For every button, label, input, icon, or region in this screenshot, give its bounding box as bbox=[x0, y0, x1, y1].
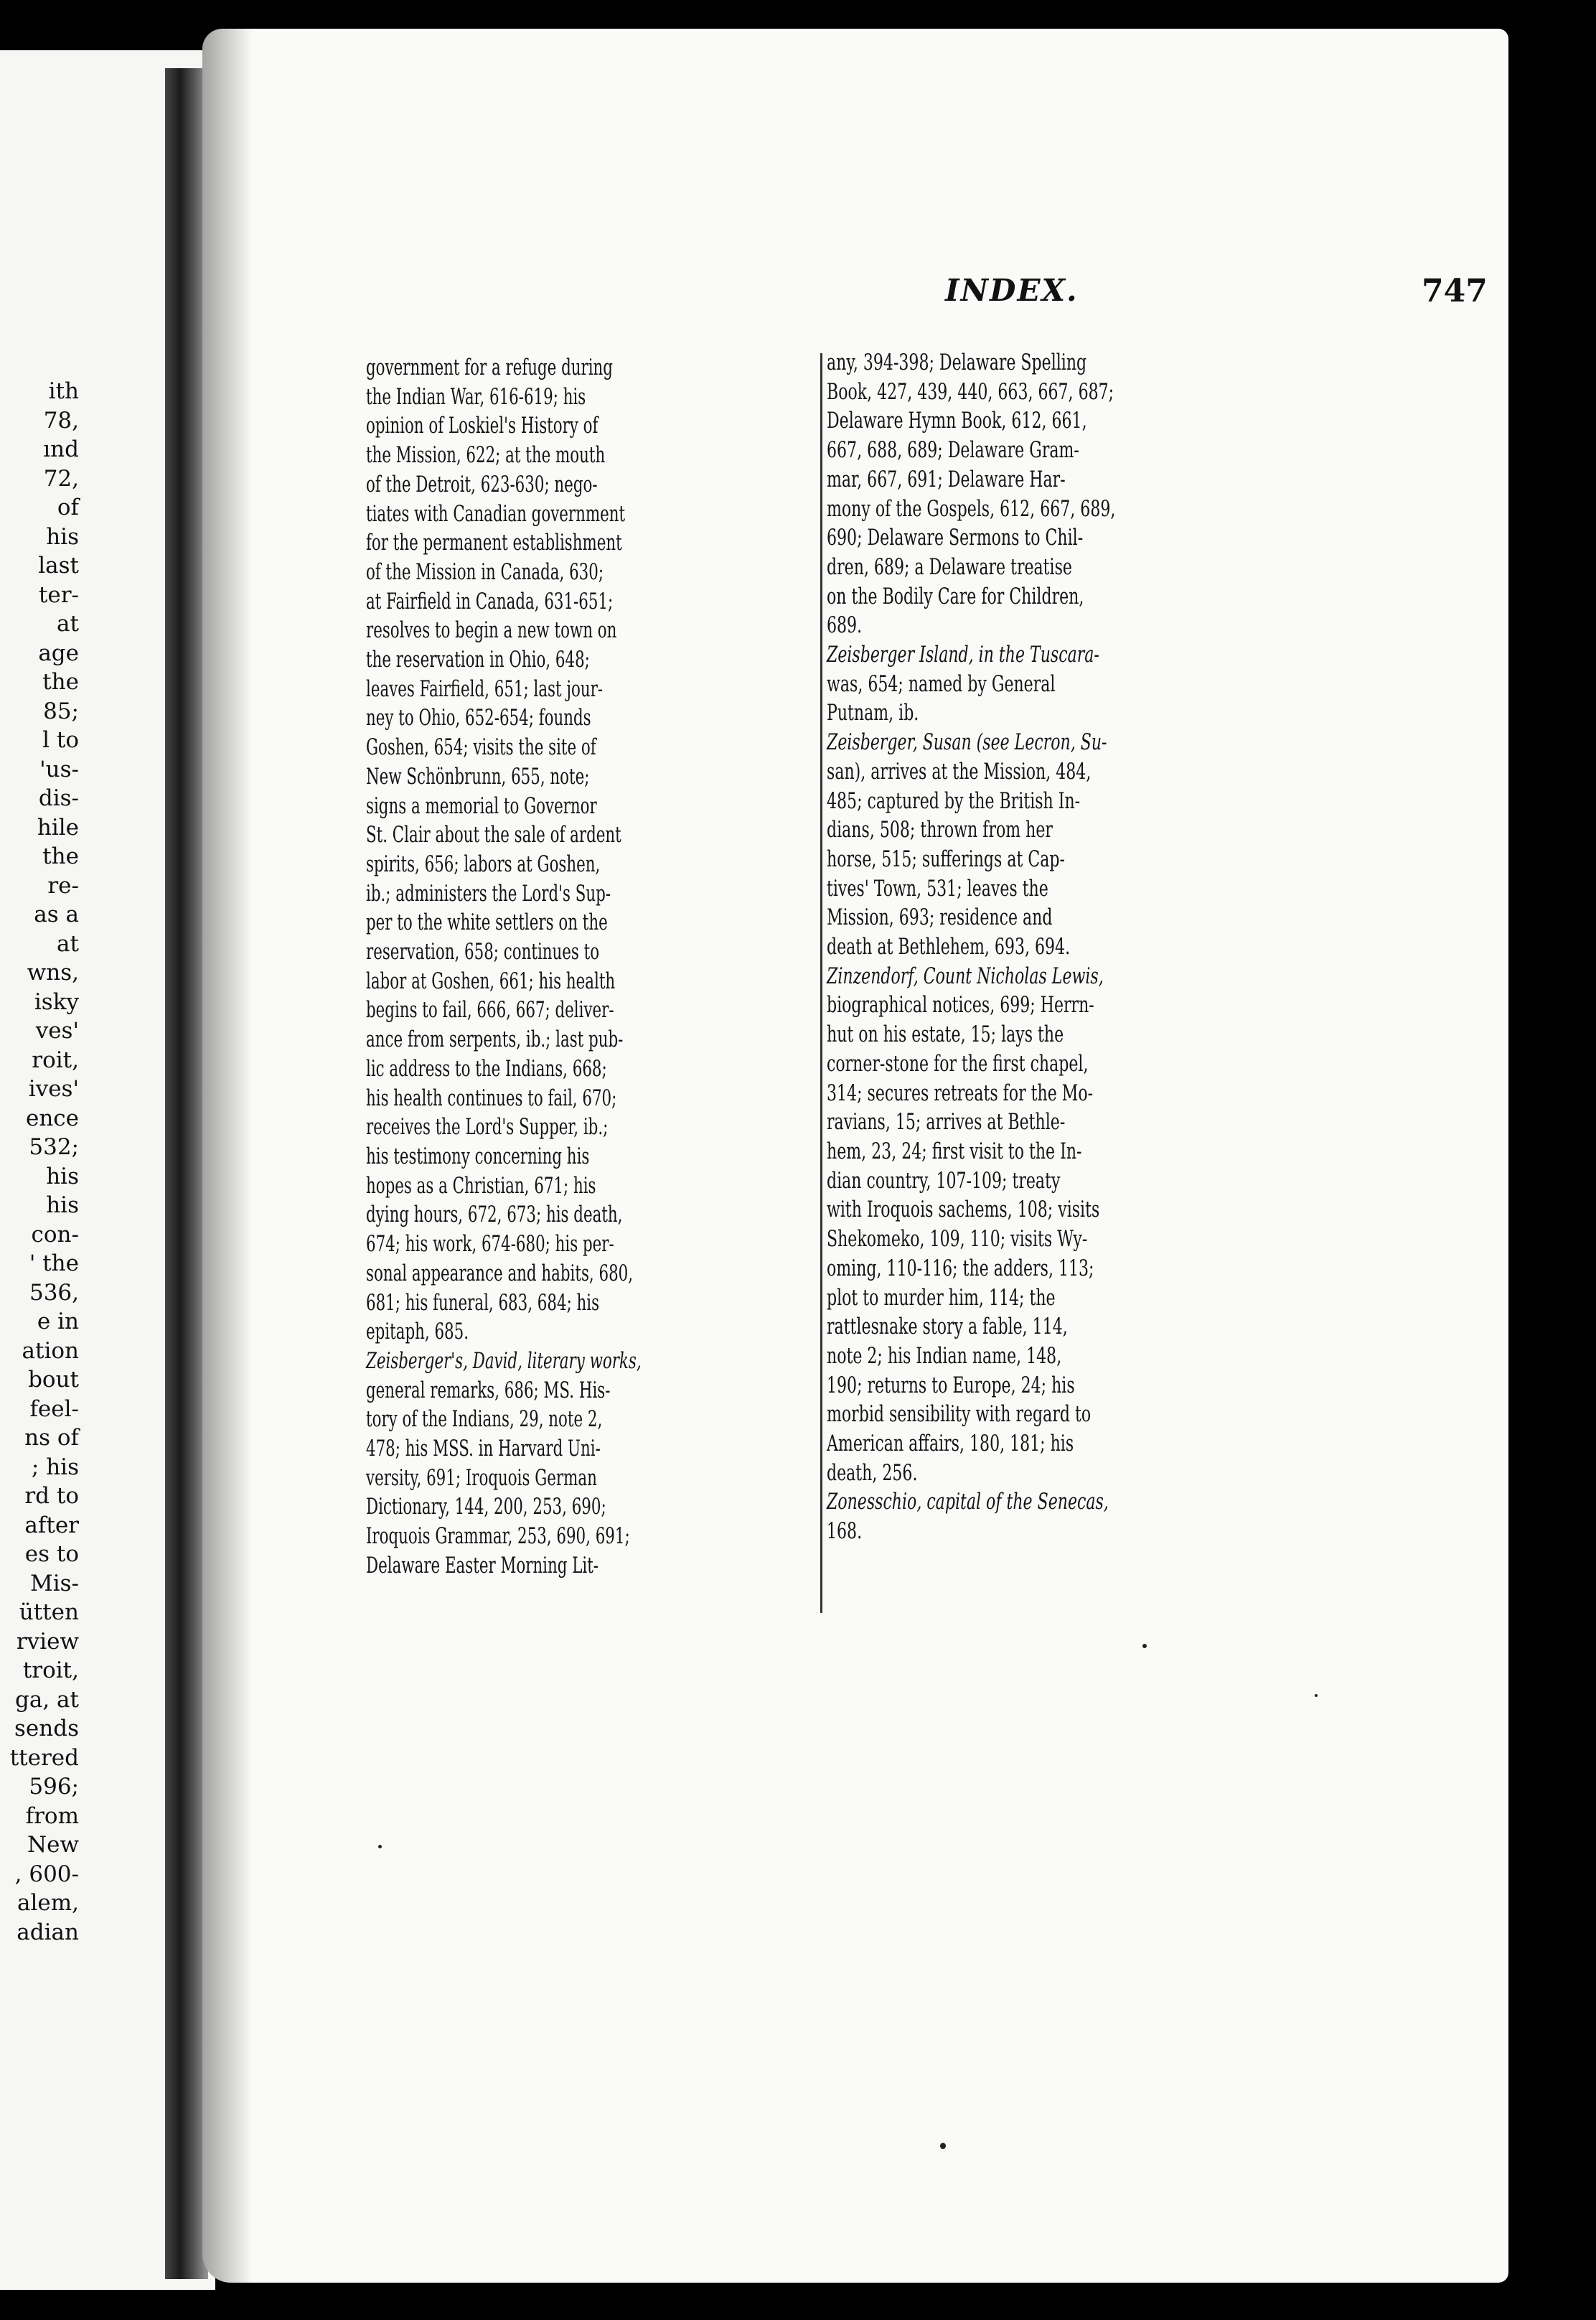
index-entry-line: hut on his estate, 15; lays the bbox=[827, 1021, 1064, 1048]
index-entry-line: ib.; administers the Lord's Sup- bbox=[366, 880, 611, 907]
index-entry-line: per to the white settlers on the bbox=[366, 909, 608, 936]
left-page-fragment: ns of bbox=[24, 1425, 79, 1451]
left-page-fragment: 'us- bbox=[39, 756, 79, 782]
index-entry-line: hopes as a Christian, 671; his bbox=[366, 1172, 596, 1199]
left-page-fragment: from bbox=[25, 1802, 79, 1829]
left-page-fragment: Mis- bbox=[29, 1570, 79, 1596]
index-entry-line: Delaware Hymn Book, 612, 661, bbox=[827, 408, 1087, 434]
index-entry-line: American affairs, 180, 181; his bbox=[827, 1431, 1074, 1457]
left-page-fragment: 596; bbox=[29, 1774, 79, 1800]
index-entry-line: Delaware Easter Morning Lit- bbox=[366, 1552, 599, 1578]
index-entry-line: the reservation in Ohio, 648; bbox=[366, 647, 590, 673]
index-entry-line: his health continues to fail, 670; bbox=[366, 1085, 617, 1111]
index-entry-line: Mission, 693; residence and bbox=[827, 904, 1053, 931]
index-entry-line: Dictionary, 144, 200, 253, 690; bbox=[366, 1494, 606, 1520]
left-page-fragment: at bbox=[57, 930, 79, 957]
page-number: 747 bbox=[1422, 273, 1488, 309]
left-page-fragment: dis- bbox=[38, 785, 79, 811]
index-entry-line: spirits, 656; labors at Goshen, bbox=[366, 851, 601, 877]
index-entry-line: opinion of Loskiel's History of bbox=[366, 413, 598, 439]
index-entry-line: corner-stone for the first chapel, bbox=[827, 1050, 1089, 1077]
index-entry-line: of the Mission in Canada, 630; bbox=[366, 558, 604, 585]
index-entry-line: reservation, 658; continues to bbox=[366, 939, 600, 965]
print-speck bbox=[940, 2143, 946, 2149]
running-head bbox=[737, 273, 1494, 330]
index-entry-line: signs a memorial to Governor bbox=[366, 792, 597, 819]
left-page-fragment: last bbox=[38, 553, 79, 579]
index-entry-line: Zeisberger, Susan (see Lecron, Su- bbox=[827, 729, 1107, 756]
index-entry-line: oming, 110-116; the adders, 113; bbox=[827, 1255, 1094, 1281]
book-gutter bbox=[165, 68, 208, 2279]
left-page-fragment: age bbox=[38, 640, 79, 666]
left-page-fragment: of bbox=[57, 495, 79, 520]
index-entry-line: ance from serpents, ib.; last pub- bbox=[366, 1026, 624, 1053]
index-entry-line: his testimony concerning his bbox=[366, 1143, 590, 1169]
index-entry-line: san), arrives at the Mission, 484, bbox=[827, 758, 1092, 785]
index-entry-line: Zeisberger Island, in the Tuscara- bbox=[827, 642, 1099, 668]
index-entry-line: labor at Goshen, 661; his health bbox=[366, 968, 616, 994]
index-entry-line: was, 654; named by General bbox=[827, 670, 1056, 697]
left-page-fragment: 72, bbox=[43, 465, 79, 492]
left-page-fragment: bout bbox=[28, 1367, 79, 1393]
index-entry-line: biographical notices, 699; Herrn- bbox=[827, 992, 1094, 1019]
left-page-fragment: ation bbox=[22, 1337, 79, 1364]
index-entry-line: Zinzendorf, Count Nicholas Lewis, bbox=[827, 963, 1104, 989]
print-speck bbox=[1315, 1694, 1318, 1697]
index-entry-line: hem, 23, 24; first visit to the In- bbox=[827, 1138, 1082, 1164]
index-entry-line: Zonesschio, capital of the Senecas, bbox=[827, 1489, 1109, 1515]
left-page-fragment: 85; bbox=[43, 698, 79, 724]
left-page-fragment: wns, bbox=[27, 960, 79, 986]
index-entry-line: 674; his work, 674-680; his per- bbox=[366, 1231, 614, 1258]
index-entry-line: resolves to begin a new town on bbox=[366, 617, 617, 644]
index-entry-line: plot to murder him, 114; the bbox=[827, 1284, 1056, 1311]
index-entry-line: versity, 691; Iroquois German bbox=[366, 1464, 597, 1491]
index-entry-line: 690; Delaware Sermons to Chil- bbox=[827, 525, 1084, 551]
index-column-right bbox=[827, 348, 1473, 1546]
index-entry-line: tory of the Indians, 29, note 2, bbox=[366, 1406, 603, 1433]
running-title: INDEX. bbox=[945, 273, 1079, 308]
index-entry-line: rattlesnake story a fable, 114, bbox=[827, 1314, 1068, 1340]
left-page-fragment: the bbox=[42, 843, 79, 869]
left-page-fragment: after bbox=[24, 1512, 79, 1538]
index-entry-line: mar, 667, 691; Delaware Har- bbox=[827, 466, 1066, 492]
index-entry-line: Putnam, ib. bbox=[827, 700, 919, 726]
left-page-fragment: adian bbox=[17, 1919, 79, 1945]
index-entry-line: on the Bodily Care for Children, bbox=[827, 583, 1084, 609]
index-entry-line: at Fairfield in Canada, 631-651; bbox=[366, 588, 614, 614]
index-entry-line: sonal appearance and habits, 680, bbox=[366, 1260, 634, 1286]
index-entry-line: horse, 515; sufferings at Cap- bbox=[827, 846, 1065, 872]
index-entry-line: any, 394-398; Delaware Spelling bbox=[827, 350, 1087, 375]
left-page-fragment: hile bbox=[37, 814, 79, 841]
left-page-fragment: ' the bbox=[29, 1250, 79, 1276]
left-page-fragment: ith bbox=[48, 378, 79, 404]
index-entry-line: New Schönbrunn, 655, note; bbox=[366, 763, 590, 790]
index-entry-line: 485; captured by the British In- bbox=[827, 787, 1081, 814]
left-page-fragment: l to bbox=[42, 727, 79, 753]
index-entry-line: St. Clair about the sale of ardent bbox=[366, 822, 621, 848]
page-shadow bbox=[202, 29, 253, 2283]
left-page-fragment: at bbox=[57, 611, 79, 637]
index-entry-line: epitaph, 685. bbox=[366, 1319, 469, 1345]
left-page-fragment: ter- bbox=[38, 581, 79, 608]
index-entry-line: 168. bbox=[827, 1518, 863, 1545]
left-page-fragment: the bbox=[42, 669, 79, 695]
left-page-fragment: New bbox=[27, 1832, 79, 1858]
index-entry-line: leaves Fairfield, 651; last jour- bbox=[366, 675, 604, 702]
left-page-fragment: his bbox=[46, 1192, 79, 1218]
left-page-fragment: e in bbox=[37, 1309, 79, 1334]
left-page-fragment: ttered bbox=[9, 1744, 79, 1771]
index-entry-line: of the Detroit, 623-630; nego- bbox=[366, 471, 598, 497]
left-page-fragment: , 600- bbox=[14, 1861, 79, 1887]
left-page-fragment: ınd bbox=[43, 436, 79, 462]
index-entry-line: tives' Town, 531; leaves the bbox=[827, 875, 1048, 902]
left-page-fragment: ga, at bbox=[15, 1686, 79, 1713]
left-page-fragment: 536, bbox=[29, 1279, 79, 1306]
left-page-fragment: 78, bbox=[43, 407, 79, 434]
index-entry-line: government for a refuge during bbox=[366, 355, 613, 380]
left-page-fragment: ütten bbox=[19, 1599, 79, 1625]
left-page-fragment: troit, bbox=[22, 1657, 79, 1683]
index-entry-line: 314; secures retreats for the Mo- bbox=[827, 1080, 1094, 1106]
left-page-fragment: alem, bbox=[17, 1890, 79, 1916]
index-entry-line: 478; his MSS. in Harvard Uni- bbox=[366, 1436, 601, 1462]
index-entry-line: dian country, 107-109; treaty bbox=[827, 1167, 1061, 1194]
left-page-fragment: as a bbox=[34, 902, 79, 927]
index-entry-line: dians, 508; thrown from her bbox=[827, 817, 1053, 843]
index-entry-line: ney to Ohio, 652-654; founds bbox=[366, 705, 591, 731]
index-entry-line: lic address to the Indians, 668; bbox=[366, 1055, 607, 1082]
left-page-fragment: feel- bbox=[29, 1395, 79, 1422]
print-speck bbox=[1142, 1644, 1147, 1648]
index-entry-line: morbid sensibility with regard to bbox=[827, 1401, 1092, 1428]
left-page-fragment: his bbox=[46, 523, 79, 550]
index-entry-line: mony of the Gospels, 612, 667, 689, bbox=[827, 495, 1116, 522]
index-entry-line: death at Bethlehem, 693, 694. bbox=[827, 934, 1071, 960]
left-page-fragment: ; his bbox=[31, 1454, 79, 1480]
left-page-fragment: his bbox=[46, 1163, 79, 1189]
index-entry-line: for the permanent establishment bbox=[366, 530, 622, 556]
column-rule bbox=[820, 353, 822, 1613]
index-entry-line: begins to fail, 666, 667; deliver- bbox=[366, 997, 614, 1024]
index-entry-line: receives the Lord's Supper, ib.; bbox=[366, 1114, 609, 1141]
left-page-fragment: ves' bbox=[35, 1018, 79, 1044]
index-entry-line: the Mission, 622; at the mouth bbox=[366, 442, 606, 469]
left-page-fragment: es to bbox=[24, 1541, 79, 1567]
left-page-fragment: isky bbox=[34, 988, 79, 1015]
left-page-fragment: rd to bbox=[24, 1483, 79, 1509]
index-entry-line: 190; returns to Europe, 24; his bbox=[827, 1372, 1075, 1398]
index-entry-line: 681; his funeral, 683, 684; his bbox=[366, 1289, 600, 1316]
index-entry-line: tiates with Canadian government bbox=[366, 500, 626, 527]
index-entry-line: Book, 427, 439, 440, 663, 667, 687; bbox=[827, 378, 1114, 405]
left-page-fragments bbox=[0, 377, 79, 1947]
index-entry-line: ravians, 15; arrives at Bethle- bbox=[827, 1109, 1066, 1136]
index-entry-line: the Indian War, 616-619; his bbox=[366, 383, 586, 410]
left-page-fragment: sends bbox=[14, 1716, 79, 1741]
index-entry-line: general remarks, 686; MS. His- bbox=[366, 1377, 611, 1403]
index-entry-line: note 2; his Indian name, 148, bbox=[827, 1342, 1062, 1369]
index-entry-line: 667, 688, 689; Delaware Gram- bbox=[827, 437, 1079, 464]
index-entry-line: Zeisberger's, David, literary works, bbox=[366, 1347, 642, 1374]
print-speck bbox=[378, 1845, 382, 1848]
left-page-fragment: 532; bbox=[29, 1134, 79, 1160]
index-entry-line: Goshen, 654; visits the site of bbox=[366, 734, 596, 761]
left-page-fragment: roit, bbox=[32, 1047, 79, 1073]
index-entry-line: Shekomeko, 109, 110; visits Wy- bbox=[827, 1226, 1088, 1253]
index-entry-line: dren, 689; a Delaware treatise bbox=[827, 553, 1072, 580]
index-entry-line: with Iroquois sachems, 108; visits bbox=[827, 1197, 1100, 1223]
index-page bbox=[202, 29, 1508, 2283]
left-page-fragment: re- bbox=[47, 872, 79, 899]
index-entry-line: Iroquois Grammar, 253, 690, 691; bbox=[366, 1523, 630, 1550]
left-page-fragment: ence bbox=[25, 1105, 79, 1131]
index-entry-line: dying hours, 672, 673; his death, bbox=[366, 1202, 623, 1228]
left-page-fragment: rview bbox=[16, 1628, 79, 1655]
left-page-fragment: con- bbox=[31, 1221, 79, 1248]
index-entry-line: 689. bbox=[827, 612, 863, 639]
index-entry-line: death, 256. bbox=[827, 1459, 918, 1486]
left-page-fragment: ives' bbox=[28, 1076, 79, 1102]
